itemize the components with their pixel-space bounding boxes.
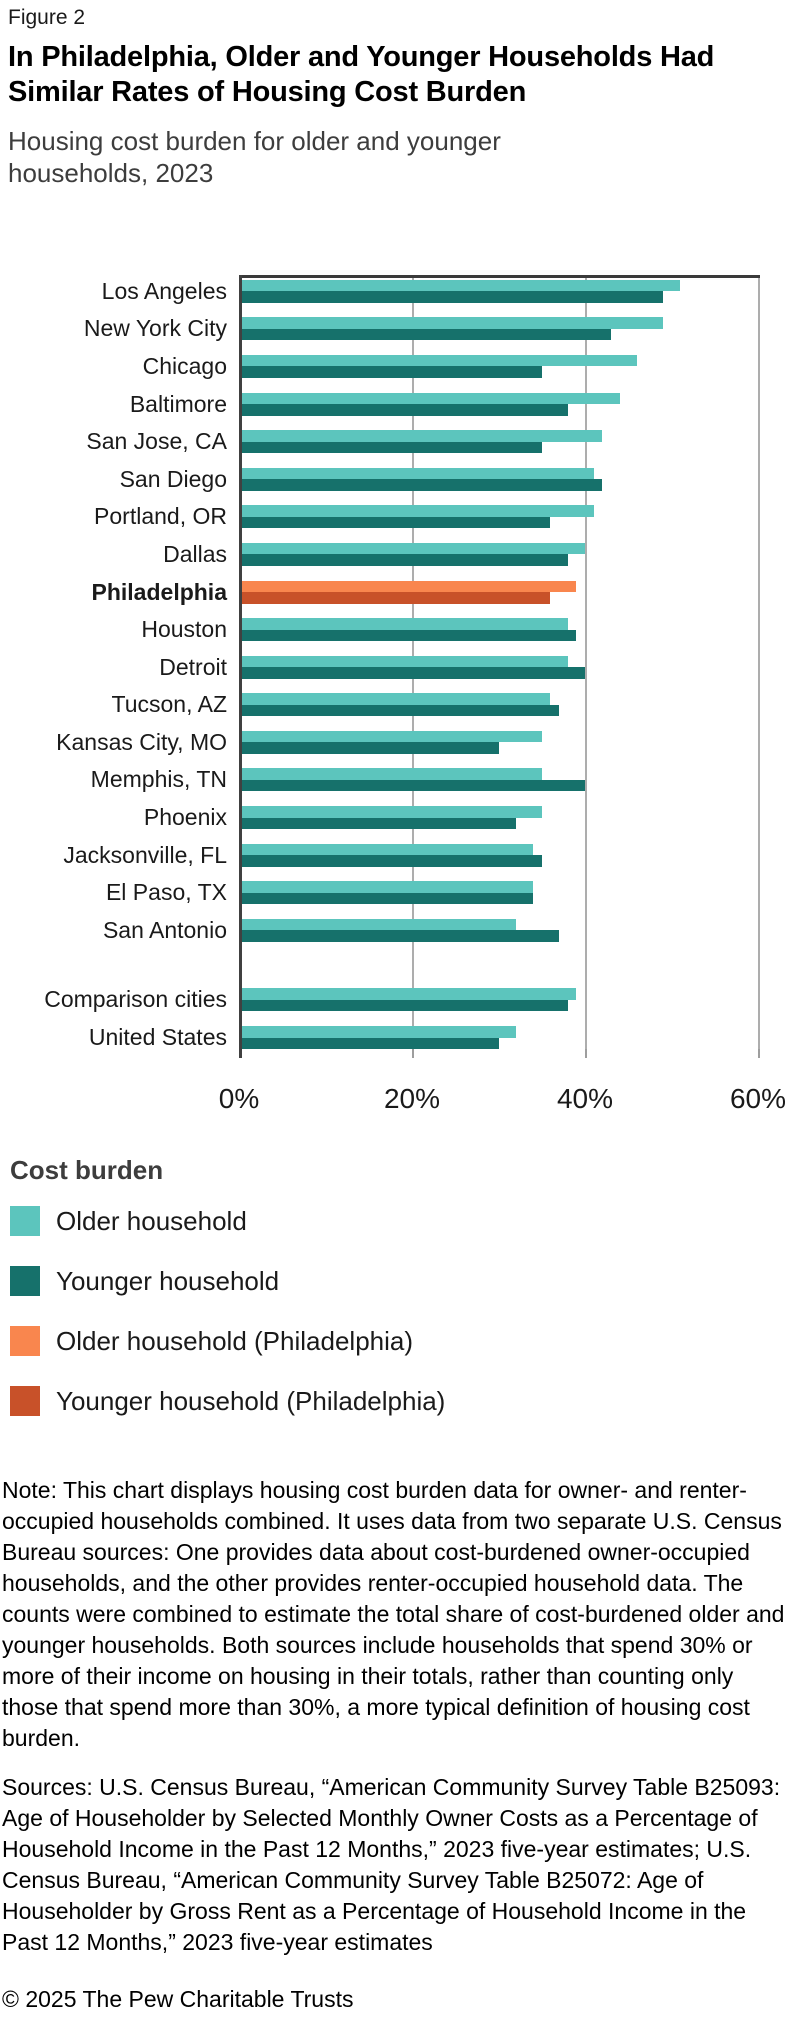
younger-household-bar (239, 742, 499, 754)
older-household-bar (239, 355, 637, 367)
row-label: United States (88, 1024, 227, 1051)
older-household-bar (239, 988, 576, 1000)
older-household-bar (239, 881, 533, 893)
row-label: Los Angeles (101, 277, 227, 304)
bar-pair (239, 618, 792, 641)
legend-label: Older household (56, 1205, 247, 1236)
bar-row (91, 578, 792, 619)
plot-rows (44, 275, 792, 1051)
younger-household-swatch (10, 1266, 40, 1296)
row-label: Dallas (163, 540, 227, 567)
note-text: Note: This chart displays housing cost burden data for owner- and renter-occupied households combined. It uses data from two separate U.S. Census Bureau sources: One provides data about cost-burdened owner-occupied households, and the other provides renter-occupied household data. The counts were combined to estimate the total share of cost-burdened older and younger households. Both sources include households that spend 30% or more of their income on housing in their totals, rather than counting only those that spend more than 30%, a more typical definition of housing cost burden. (2, 1476, 785, 1751)
legend-item-younger (10, 1266, 782, 1297)
x-axis-tick-label: 20% (383, 1082, 441, 1114)
younger-household-bar (239, 291, 663, 303)
older-household-bar (239, 919, 516, 931)
bar-pair (239, 1026, 792, 1049)
bar-row (143, 804, 792, 844)
younger-household-bar (239, 667, 585, 679)
older-household-philadelphia-swatch (10, 1326, 40, 1356)
younger-household-philadelphia-swatch (10, 1386, 40, 1416)
bar-row (163, 540, 792, 581)
plot-area (44, 275, 792, 1051)
row-label: Tucson, AZ (111, 691, 227, 718)
bar-row (44, 986, 792, 1026)
legend-label: Younger household (56, 1265, 280, 1296)
older-household-bar (239, 393, 620, 405)
older-household-bar (239, 543, 585, 555)
row-label: Memphis, TN (90, 766, 227, 793)
axis-tick (585, 1049, 587, 1058)
bar-row (101, 277, 792, 318)
older-household-bar (239, 693, 550, 705)
row-label: Houston (141, 616, 227, 643)
row-label: San Diego (119, 465, 227, 492)
bar-row (141, 616, 792, 656)
younger-household-bar (239, 705, 559, 717)
bar-pair (239, 656, 792, 679)
younger-household-bar (239, 329, 611, 341)
younger-household-bar (239, 855, 542, 867)
younger-household-bar (239, 592, 550, 604)
bar-pair (239, 355, 792, 378)
group-spacer (239, 956, 792, 988)
x-axis-labels (218, 1082, 792, 1117)
legend-item-older-philadelphia (10, 1326, 782, 1357)
younger-household-bar (239, 442, 542, 454)
younger-household-bar (239, 1000, 568, 1012)
younger-household-bar (239, 479, 602, 491)
younger-household-bar (239, 630, 576, 642)
younger-household-bar (239, 366, 542, 378)
legend-item-older (10, 1206, 782, 1237)
row-label: New York City (83, 315, 227, 342)
bar-row (56, 728, 792, 769)
row-label: Philadelphia (91, 578, 227, 605)
younger-household-bar (239, 517, 550, 529)
bar-pair (239, 919, 792, 942)
sources-text: Sources: U.S. Census Bureau, “American Community Survey Table B25093: Age of Householder by Selected Monthly Owner Costs as a Percentage of Household Income in the Past 12 Months,” 2023 five-year estimates; U.S. Census Bureau, “American Community Survey Table B25072: Age of Householder by Gross Rent as a Percentage of Household Income in the Past 12 Months,” 2023 five-year estimates (2, 1773, 781, 1955)
younger-household-bar (239, 1038, 499, 1050)
x-axis-tick-label: 0% (218, 1082, 260, 1114)
legend-title: Cost burden (10, 1154, 164, 1185)
older-household-bar (239, 468, 594, 480)
older-household-bar (239, 806, 542, 818)
row-label: Comparison cities (44, 986, 227, 1013)
bar-pair (239, 430, 792, 453)
bar-pair (239, 468, 792, 491)
older-household-bar (239, 618, 568, 630)
bar-row (83, 315, 792, 355)
older-household-bar (239, 317, 663, 329)
bar-row (88, 1024, 792, 1051)
bar-row (63, 841, 792, 882)
legend-item-younger-philadelphia (10, 1386, 782, 1417)
older-household-swatch (10, 1206, 40, 1236)
younger-household-bar (239, 893, 533, 905)
x-axis-tick-label: 40% (556, 1082, 614, 1114)
legend-label: Older household (Philadelphia) (56, 1325, 414, 1356)
bar-row (159, 653, 792, 694)
bar-pair (239, 543, 792, 566)
bar-pair (239, 806, 792, 829)
older-household-bar (239, 280, 680, 292)
bar-pair (239, 988, 792, 1011)
page-title: In Philadelphia, Older and Younger Households Had Similar Rates of Housing Cost Burden (8, 41, 715, 109)
bar-row (102, 916, 792, 957)
row-label: San Jose, CA (86, 428, 227, 455)
bar-pair (239, 393, 792, 416)
row-label: Portland, OR (94, 503, 227, 530)
younger-household-bar (239, 930, 559, 942)
bar-row (129, 390, 792, 431)
older-household-bar (239, 430, 602, 442)
row-label: El Paso, TX (105, 879, 227, 906)
axis-tick (239, 1049, 242, 1058)
legend-label: Younger household (Philadelphia) (56, 1385, 446, 1416)
bar-pair (239, 693, 792, 716)
row-label: Phoenix (143, 804, 227, 831)
row-label: San Antonio (102, 916, 227, 943)
bar-row (94, 503, 792, 543)
y-axis-line (239, 275, 242, 1049)
row-label: Kansas City, MO (56, 728, 227, 755)
younger-household-bar (239, 404, 568, 416)
copyright-text: © 2025 The Pew Charitable Trusts (2, 1985, 354, 2012)
bar-row (90, 766, 792, 806)
x-axis-tick-label: 60% (729, 1082, 787, 1114)
older-household-bar (239, 768, 542, 780)
figure-label: Figure 2 (8, 6, 86, 29)
bar-pair (239, 881, 792, 904)
older-household-bar (239, 656, 568, 668)
older-household-bar (239, 581, 576, 593)
older-household-bar (239, 505, 594, 517)
row-label: Jacksonville, FL (63, 841, 227, 868)
bar-pair (239, 280, 792, 303)
row-label: Chicago (142, 352, 227, 379)
bar-pair (239, 731, 792, 754)
bar-pair (239, 581, 792, 604)
younger-household-bar (239, 780, 585, 792)
plot-top-rule (239, 275, 760, 278)
bar-pair (239, 768, 792, 791)
row-label: Baltimore (129, 390, 227, 417)
chart-header (0, 0, 792, 190)
older-household-bar (239, 731, 542, 743)
bar-row (105, 879, 792, 919)
older-household-bar (239, 1026, 516, 1038)
bar-pair (239, 844, 792, 867)
legend (0, 1155, 792, 1417)
bar-pair (239, 505, 792, 528)
row-label: Detroit (159, 653, 227, 680)
bar-chart (0, 275, 792, 1117)
axis-tick (758, 1049, 760, 1058)
bar-row (111, 691, 792, 731)
axis-tick (412, 1049, 414, 1058)
bar-row (86, 428, 792, 468)
bar-pair (239, 317, 792, 340)
bar-row (142, 352, 792, 393)
younger-household-bar (239, 818, 516, 830)
older-household-bar (239, 844, 533, 856)
younger-household-bar (239, 554, 568, 566)
chart-subtitle: Housing cost burden for older and younger households, 2023 (8, 125, 501, 189)
bar-row (119, 465, 792, 506)
